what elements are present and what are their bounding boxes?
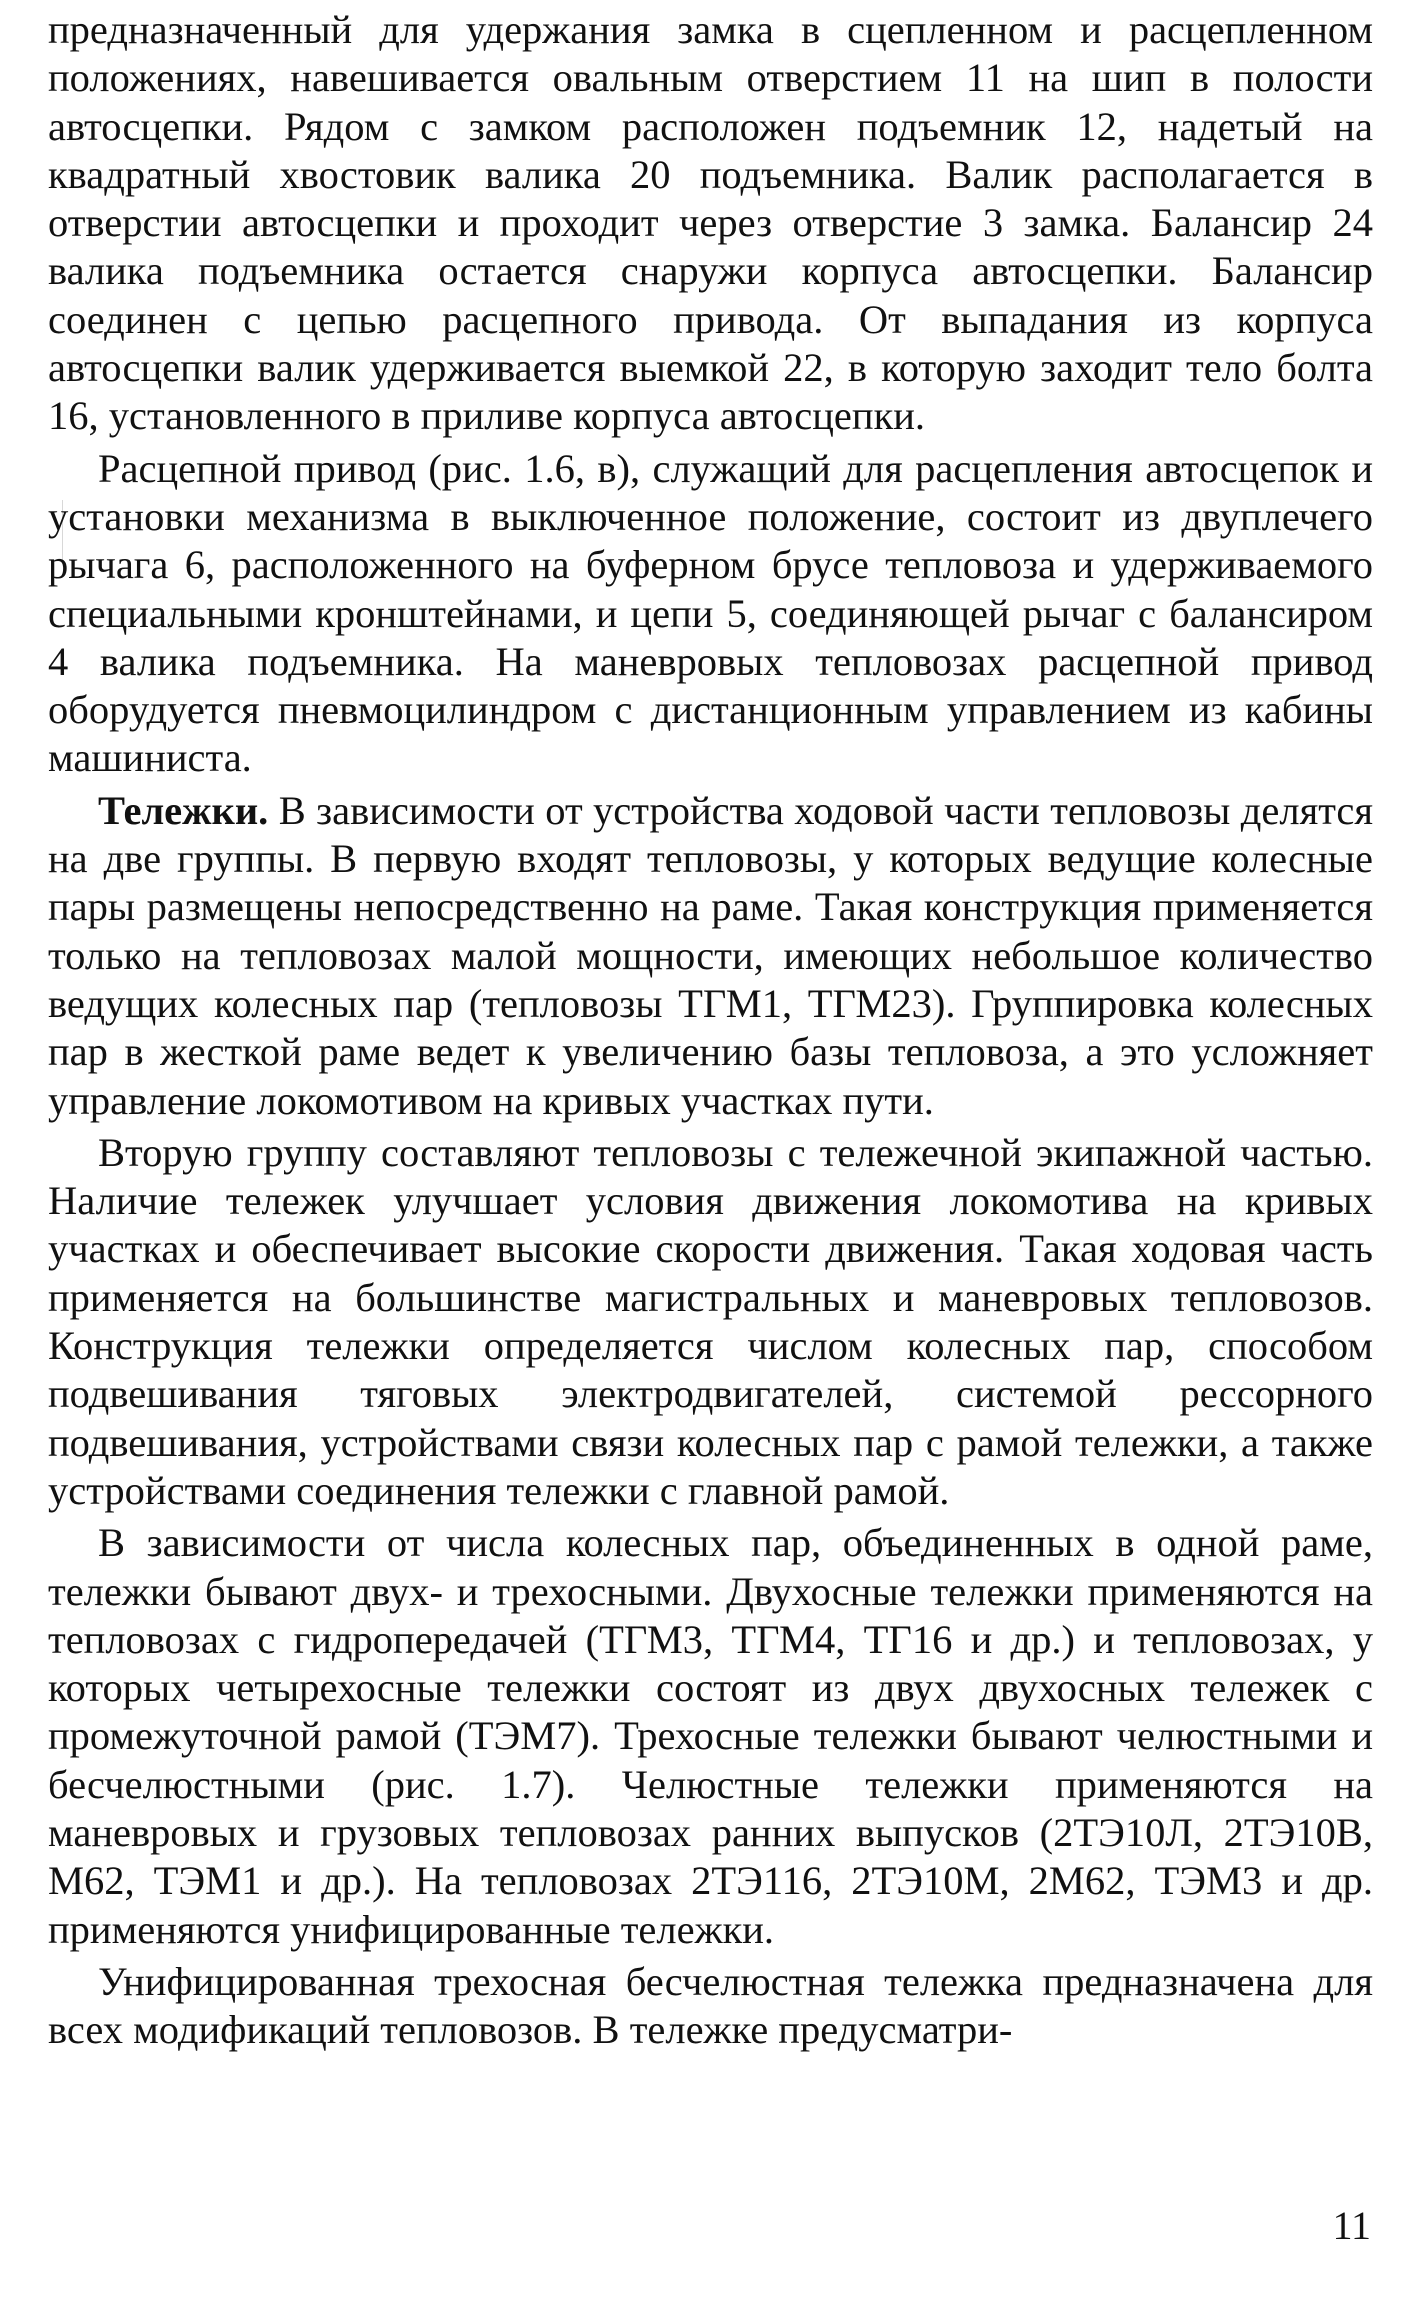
paragraph-text: Унифицированная трехосная бесчелюстная тележка предназначена для всех модификаций тепловозов. В тележке предусматри- [48, 1958, 1373, 2053]
paragraph [48, 787, 1373, 1125]
document-page [48, 0, 1373, 2304]
body-text [48, 6, 1373, 2054]
paragraph-text: предназначенный для удержания замка в сцепленном и расцепленном положениях, навешивается овальным отверстием 11 на шип в полости автосцепки. Рядом с замком расположен подъемник 12, надетый на квадратный хвостовик валика 20 подъемника. Валик располагается в отверстии автосцепки и проходит через отверстие 3 замка. Балансир 24 валика подъемника остается снаружи корпуса автосцепки. Балансир соединен с цепью расцепного привода. От выпадания из корпуса автосцепки валик удерживается выемкой 22, в которую заходит тело болта 16, установленного в приливе корпуса автосцепки. [48, 7, 1373, 439]
paragraph-text: Вторую группу составляют тепловозы с тележечной экипажной частью. Наличие тележек улучшает условия движения локомотива на кривых участках и обеспечивает высокие скорости движения. Такая ходовая часть применяется на большинстве магистральных и маневровых тепловозов. Конструкция тележки определяется числом колесных пар, способом подвешивания тяговых электродвигателей, системой рессорного подвешивания, устройствами связи колесных пар с рамой тележки, а также устройствами соединения тележки с главной рамой. [48, 1129, 1373, 1513]
paragraph [48, 445, 1373, 783]
page-number: 11 [1332, 2203, 1371, 2248]
paragraph-text: В зависимости от устройства ходовой части тепловозы делятся на две группы. В первую входят тепловозы, у которых ведущие колесные пары размещены непосредственно на раме. Такая конструкция применяется только на тепловозах малой мощности, имеющих небольшое количество ведущих колесных пар (тепловозы ТГМ1, ТГМ23). Группировка колесных пар в жесткой раме ведет к увеличению базы тепловоза, а это усложняет управление локомотивом на кривых участках пути. [48, 787, 1373, 1123]
paragraph [48, 1958, 1373, 2055]
paragraph [48, 1129, 1373, 1515]
paragraph [48, 1519, 1373, 1954]
paragraph-text: Расцепной привод (рис. 1.6, в), служащий для расцепления автосцепок и установки механизма в выключенное положение, состоит из двуплечего рычага 6, расположенного на буферном брусе тепловоза и удерживаемого специальными кронштейнами, и цепи 5, соединяющей рычаг с балансиром 4 валика подъемника. На маневровых тепловозах расцепной привод оборудуется пневмоцилиндром с дистанционным управлением из кабины машиниста. [48, 445, 1373, 781]
section-heading-inline: Тележки. [98, 787, 269, 833]
paragraph-text: В зависимости от числа колесных пар, объединенных в одной раме, тележки бывают двух- и трехосными. Двухосные тележки применяются на тепловозах с гидропередачей (ТГМ3, ТГМ4, ТГ16 и др.) и тепловозах, у которых четырехосные тележки состоят из двух двухосных тележек с промежуточной рамой (ТЭМ7). Трехосные тележки бывают челюстными и бесчелюстными (рис. 1.7). Челюстные тележки применяются на маневровых и грузовых тепловозах ранних выпусков (2ТЭ10Л, 2ТЭ10В, М62, ТЭМ1 и др.). На тепловозах 2ТЭ116, 2ТЭ10М, 2М62, ТЭМ3 и др. применяются унифицированные тележки. [48, 1520, 1373, 1952]
paragraph [48, 6, 1373, 441]
